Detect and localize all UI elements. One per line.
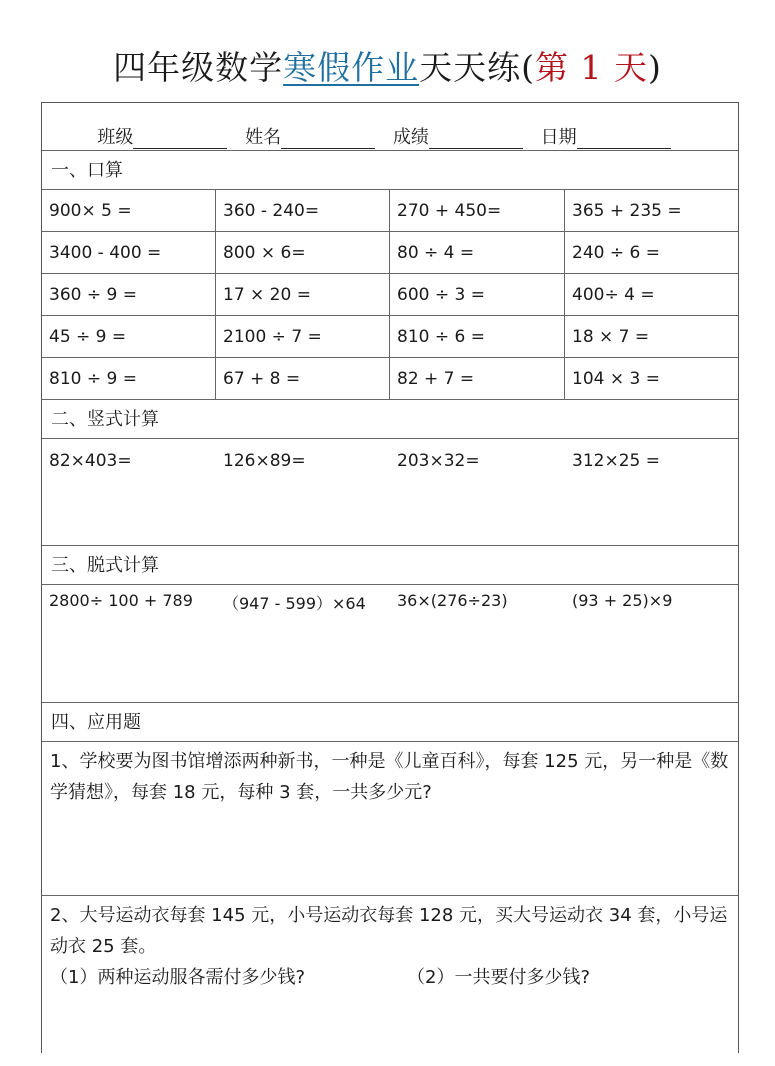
oral-row bbox=[42, 232, 738, 274]
oral-row bbox=[42, 316, 738, 358]
worksheet-title bbox=[0, 44, 775, 92]
section-vertical-heading: 二、竖式计算 bbox=[42, 400, 738, 439]
class-field[interactable] bbox=[133, 130, 227, 149]
oral-cell: 2100 ÷ 7 = bbox=[216, 316, 390, 357]
application-problem-1[interactable] bbox=[42, 742, 738, 896]
oral-cell: 104 × 3 = bbox=[572, 369, 660, 389]
oral-cell: 400÷ 4 = bbox=[572, 285, 655, 305]
problem-2-question-2: （2）一共要付多少钱? bbox=[407, 967, 591, 988]
info-row bbox=[42, 103, 738, 151]
title-daily: 天天练( bbox=[419, 48, 535, 87]
title-close: ) bbox=[647, 48, 662, 87]
vertical-problem: 203×32= bbox=[397, 451, 480, 471]
problem-1-text: 1、学校要为图书馆增添两种新书，一种是《儿童百科》，每套 125 元，另一种是《数学猜想》，每套 18 元，每种 3 套，一共多少元? bbox=[50, 751, 729, 803]
oral-cell: 80 ÷ 4 = bbox=[390, 232, 565, 273]
worksheet-table bbox=[41, 102, 739, 1053]
detach-problem: (93 + 25)×9 bbox=[572, 591, 673, 610]
vertical-problem: 82×403= bbox=[49, 451, 132, 471]
oral-cell: 270 + 450= bbox=[390, 190, 565, 231]
section-oral-heading: 一、口算 bbox=[42, 151, 738, 190]
oral-cell: 240 ÷ 6 = bbox=[572, 243, 660, 263]
detach-problem: （947 - 599）×64 bbox=[223, 594, 366, 613]
title-grade: 四年级数学 bbox=[113, 48, 284, 87]
vertical-work-area[interactable] bbox=[42, 439, 738, 546]
oral-cell: 810 ÷ 6 = bbox=[390, 316, 565, 357]
oral-row bbox=[42, 190, 738, 232]
name-label: 姓名 bbox=[245, 127, 282, 148]
oral-cell: 18 × 7 = bbox=[572, 327, 650, 347]
score-label: 成绩 bbox=[392, 127, 429, 148]
oral-cell: 67 + 8 = bbox=[216, 358, 390, 399]
vertical-problem: 312×25 = bbox=[572, 451, 660, 471]
application-problem-2[interactable] bbox=[42, 896, 738, 1066]
name-field[interactable] bbox=[281, 130, 375, 149]
date-field[interactable] bbox=[577, 130, 671, 149]
oral-cell: 810 ÷ 9 = bbox=[42, 358, 216, 399]
oral-cell: 360 - 240= bbox=[216, 190, 390, 231]
oral-cell: 360 ÷ 9 = bbox=[42, 274, 216, 315]
oral-row bbox=[42, 358, 738, 400]
problem-2-text: 2、大号运动衣每套 145 元，小号运动衣每套 128 元，买大号运动衣 34 套，小号运动衣 25 套。 bbox=[50, 905, 728, 957]
oral-cell: 45 ÷ 9 = bbox=[42, 316, 216, 357]
section-application-heading: 四、应用题 bbox=[42, 703, 738, 742]
oral-cell: 900× 5 = bbox=[42, 190, 216, 231]
oral-cell: 600 ÷ 3 = bbox=[390, 274, 565, 315]
oral-cell: 17 × 20 = bbox=[216, 274, 390, 315]
oral-row bbox=[42, 274, 738, 316]
title-homework: 寒假作业 bbox=[283, 48, 420, 87]
oral-cell: 800 × 6= bbox=[216, 232, 390, 273]
detach-problem: 2800÷ 100 + 789 bbox=[49, 591, 193, 610]
class-label: 班级 bbox=[97, 127, 134, 148]
score-field[interactable] bbox=[429, 130, 523, 149]
title-day: 第 1 天 bbox=[535, 48, 648, 87]
detach-problem: 36×(276÷23) bbox=[397, 591, 508, 610]
vertical-problem: 126×89= bbox=[223, 451, 306, 471]
oral-cell: 82 + 7 = bbox=[390, 358, 565, 399]
oral-cell: 3400 - 400 = bbox=[42, 232, 216, 273]
oral-cell: 365 + 235 = bbox=[572, 201, 682, 221]
problem-2-question-1: （1）两种运动服各需付多少钱? bbox=[50, 967, 306, 988]
section-detach-heading: 三、脱式计算 bbox=[42, 546, 738, 585]
date-label: 日期 bbox=[540, 127, 577, 148]
detach-work-area[interactable] bbox=[42, 585, 738, 703]
